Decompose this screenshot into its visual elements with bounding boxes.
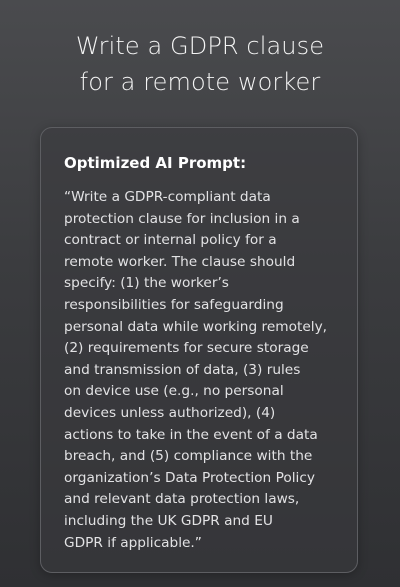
prompt-body-line: remote worker. The clause should xyxy=(64,253,296,270)
prompt-body-line: and relevant data protection laws, xyxy=(64,491,300,508)
prompt-body-line: responsibilities for safeguarding xyxy=(64,296,284,313)
prompt-body-line: devices unless authorized), (4) xyxy=(64,404,276,421)
prompt-body-line: GDPR if applicable.” xyxy=(64,534,202,551)
prompt-body-line: protection clause for inclusion in a xyxy=(64,210,300,227)
prompt-body-line: including the UK GDPR and EU xyxy=(64,512,273,529)
prompt-body-line: and transmission of data, (3) rules xyxy=(64,361,301,378)
prompt-body-line: specify: (1) the worker’s xyxy=(64,275,229,292)
prompt-body-line: actions to take in the event of a data xyxy=(64,426,318,443)
headline-line: Write a GDPR clause xyxy=(75,32,325,60)
prompt-body-line: organization’s Data Protection Policy xyxy=(64,469,315,486)
prompt-body-line: contract or internal policy for a xyxy=(64,232,277,249)
prompt-card-body xyxy=(64,187,339,554)
headline-title xyxy=(0,28,400,100)
prompt-body-line: breach, and (5) compliance with the xyxy=(64,448,313,465)
prompt-card-title: Optimized AI Prompt: xyxy=(64,154,247,172)
prompt-body-line: “Write a GDPR-compliant data xyxy=(64,189,271,205)
prompt-body-line: personal data while working remotely, xyxy=(64,318,328,335)
prompt-card xyxy=(40,127,358,573)
headline-line: for a remote worker xyxy=(79,68,321,96)
prompt-body-line: on device use (e.g., no personal xyxy=(64,383,284,400)
prompt-body-line: (2) requirements for secure storage xyxy=(64,340,309,357)
